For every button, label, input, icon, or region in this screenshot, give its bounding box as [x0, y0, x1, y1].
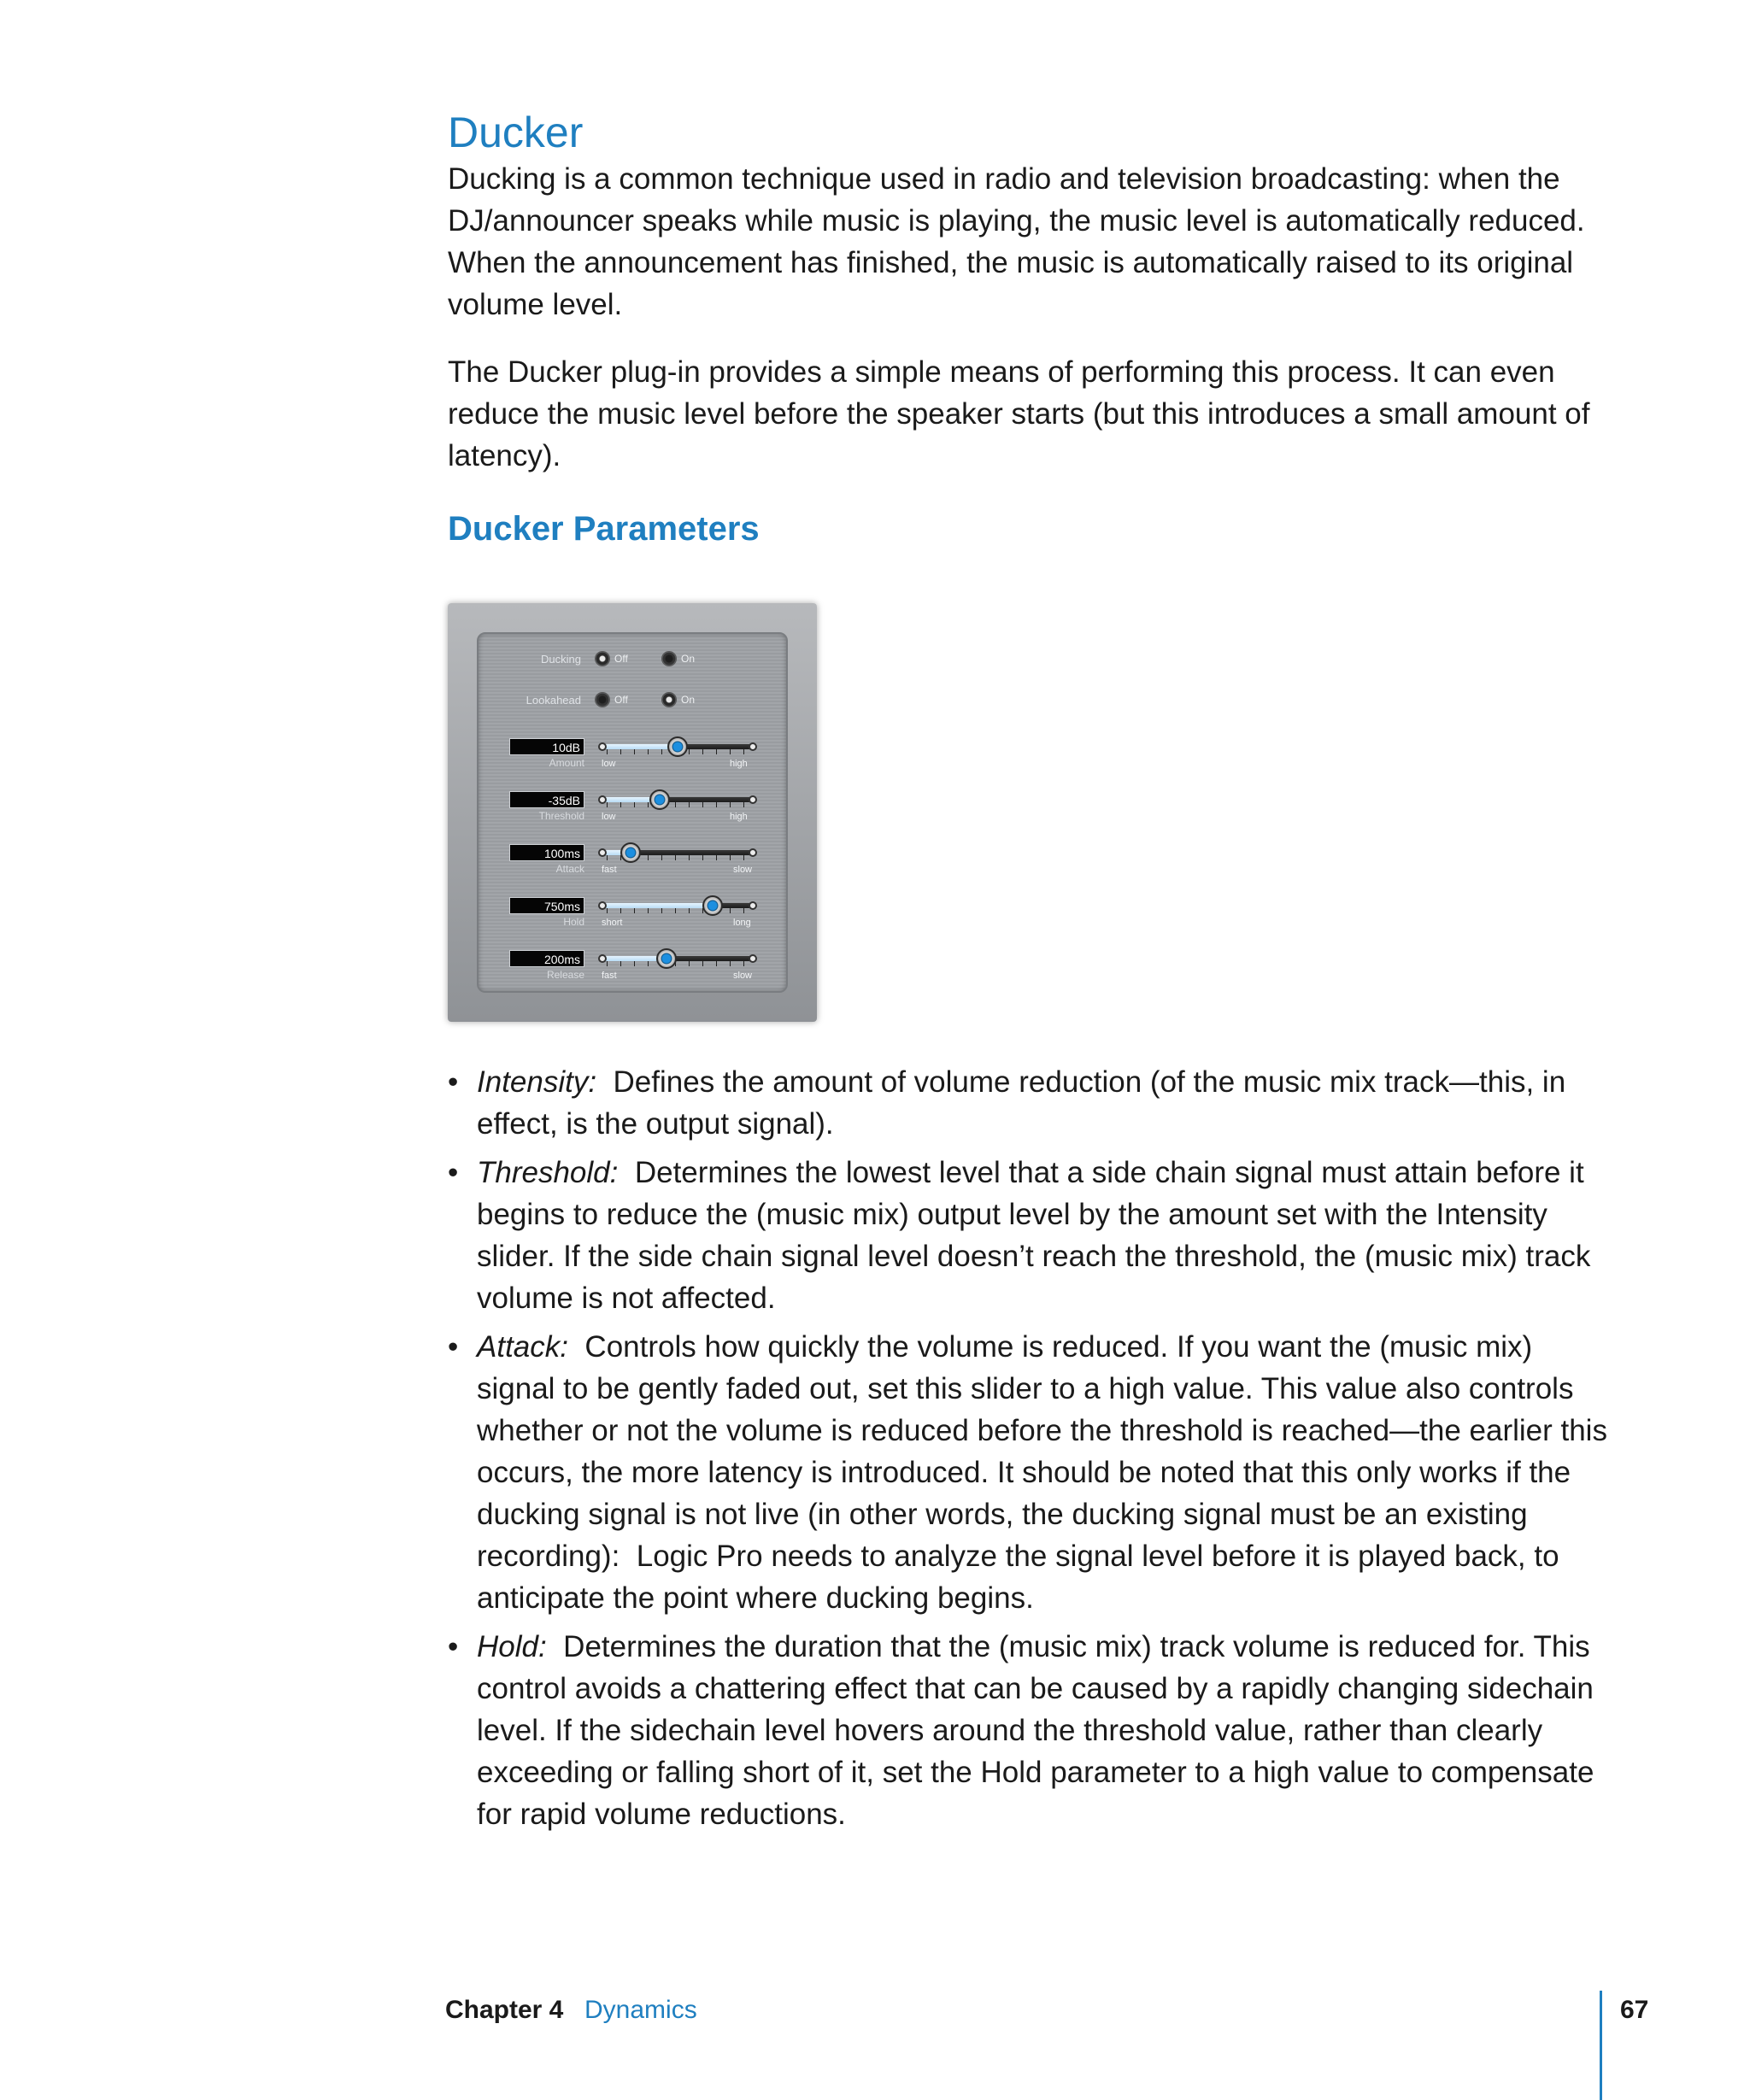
- ducking-off-label: Off: [614, 653, 628, 665]
- term: Intensity:: [477, 1065, 597, 1099]
- hold-value-field[interactable]: 750ms: [509, 897, 584, 914]
- lookahead-on-label: On: [681, 694, 696, 706]
- subsection-heading: Ducker Parameters: [448, 510, 760, 548]
- definition: Determines the lowest level that a side chain signal must attain before it begins to reduce the (music mix) output level by the amount set with the Intensity slider. If the side chain signal level doesn’t reach the threshold, the (music mix) track volume is not affected.: [477, 1156, 1600, 1315]
- attack-label: Attack: [555, 863, 584, 875]
- plugin-panel: [477, 632, 788, 993]
- release-label: Release: [546, 969, 584, 981]
- release-max-label: slow: [733, 971, 753, 981]
- page-number: 67: [1620, 1996, 1649, 2024]
- definition: Controls how quickly the volume is reduced. If you want the (music mix) signal to be gently faded out, set this slider to a high value. This value also controls whether or not the volume is reduced before the threshold is reached—the earlier this occurs, the more latency is introduced. It should be noted that this only works if the ducking signal is not live (in other words, the ducking signal must be an existing recording): Logic Pro needs to analyze the signal level before it is played back, to anticipate the point where ducking begins.: [477, 1330, 1616, 1615]
- amount-slider[interactable]: [598, 736, 757, 757]
- footer-chapter: Chapter 4: [445, 1996, 564, 2024]
- amount-min-label: low: [602, 759, 616, 769]
- list-item-intensity: [448, 1061, 1610, 1145]
- list-item-attack: [448, 1326, 1616, 1619]
- attack-value-field[interactable]: 100ms: [509, 844, 584, 861]
- release-min-label: fast: [602, 971, 617, 981]
- bullet-icon: •: [448, 1330, 459, 1364]
- hold-label: Hold: [563, 916, 584, 928]
- release-slider-knob[interactable]: [656, 948, 677, 969]
- lookahead-off-label: Off: [614, 694, 628, 706]
- plugin-paragraph: The Ducker plug-in provides a simple means of performing this process. It can even reduce the music level before the speaker starts (but this introduces a small amount of latency).: [448, 355, 1590, 472]
- amount-label: Amount: [549, 757, 584, 769]
- release-slider[interactable]: [598, 948, 757, 969]
- lookahead-on-radio[interactable]: [661, 692, 677, 707]
- term: Hold:: [477, 1630, 547, 1663]
- release-value-field[interactable]: 200ms: [509, 950, 584, 967]
- threshold-label: Threshold: [538, 810, 584, 822]
- intro-paragraph: Ducking is a common technique used in radio and television broadcasting: when the DJ/announcer speaks while music is playing, the music level is automatically reduced. When the announcement has finished, the music is automatically raised to its original volume level.: [448, 162, 1585, 321]
- bullet-icon: •: [448, 1630, 459, 1663]
- ducking-on-radio[interactable]: [661, 651, 677, 666]
- ducking-off-radio[interactable]: [595, 651, 610, 666]
- bullet-icon: •: [448, 1065, 459, 1099]
- threshold-slider[interactable]: [598, 789, 757, 810]
- ducking-on-label: On: [681, 653, 696, 665]
- threshold-min-label: low: [602, 812, 616, 822]
- definition: Defines the amount of volume reduction (of the music mix track—this, in effect, is the output signal).: [477, 1065, 1574, 1141]
- footer-section-link[interactable]: Dynamics: [584, 1996, 697, 2024]
- main-content: [448, 107, 1610, 550]
- definition: Determines the duration that the (music mix) track volume is reduced for. This control avoids a chattering effect that can be caused by a rapidly changing sidechain level. If the sidechain level hovers around the threshold value, rather than clearly exceeding or falling short of it, set the Hold parameter to a high value to compensate for rapid volume reductions.: [477, 1630, 1603, 1831]
- amount-slider-knob[interactable]: [667, 736, 688, 757]
- section-heading: Ducker: [448, 109, 584, 156]
- footer-divider: [1600, 1991, 1602, 2100]
- term: Attack:: [477, 1330, 568, 1364]
- threshold-slider-knob[interactable]: [649, 789, 670, 810]
- parameter-list: [448, 1061, 1616, 1842]
- attack-slider[interactable]: [598, 842, 757, 863]
- hold-max-label: long: [733, 918, 751, 928]
- list-item-threshold: [448, 1152, 1610, 1319]
- ducking-label: Ducking: [541, 653, 581, 666]
- hold-min-label: short: [602, 918, 623, 928]
- hold-slider[interactable]: [598, 895, 757, 916]
- attack-max-label: slow: [733, 865, 753, 875]
- threshold-value-field[interactable]: -35dB: [509, 791, 584, 808]
- lookahead-label: Lookahead: [526, 694, 581, 707]
- ducker-plugin-window: [448, 603, 817, 1022]
- attack-min-label: fast: [602, 865, 617, 875]
- list-item-hold: [448, 1626, 1610, 1835]
- attack-slider-knob[interactable]: [620, 842, 641, 863]
- bullet-icon: •: [448, 1156, 459, 1189]
- hold-slider-knob[interactable]: [702, 895, 723, 916]
- amount-value-field[interactable]: 10dB: [509, 738, 584, 755]
- term: Threshold:: [477, 1156, 619, 1189]
- lookahead-off-radio[interactable]: [595, 692, 610, 707]
- amount-max-label: high: [730, 759, 748, 769]
- threshold-max-label: high: [730, 812, 748, 822]
